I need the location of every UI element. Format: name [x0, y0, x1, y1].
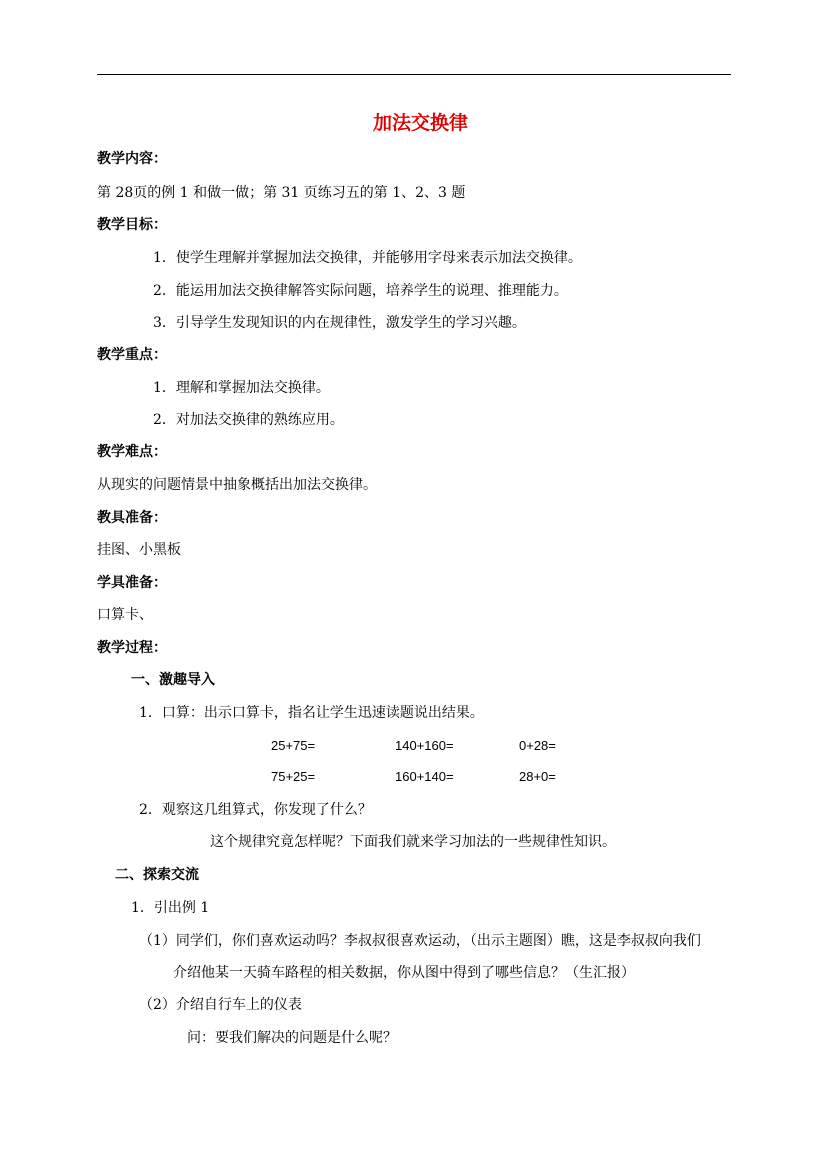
- part1-step2: 2．观察这几组算式，你发现了什么？: [139, 802, 372, 818]
- key-heading: 教学重点：: [97, 347, 167, 363]
- part2-sub1-line2: 介绍他某一天骑车路程的相关数据，你从图中得到了哪些信息？（生汇报）: [173, 965, 635, 981]
- part2-step1: 1．引出例 1: [131, 900, 210, 916]
- student-tools-heading: 学具准备：: [97, 575, 167, 591]
- part1-step1: 1．口算：出示口算卡，指名让学生迅速读题说出结果。: [139, 705, 484, 721]
- expression: 140+160=: [395, 738, 454, 753]
- difficulty-text: 从现实的问题情景中抽象概括出加法交换律。: [97, 477, 377, 493]
- difficulty-heading: 教学难点：: [97, 444, 167, 460]
- teacher-tools-text: 挂图、小黑板: [97, 542, 181, 558]
- goals-heading: 教学目标：: [97, 217, 167, 233]
- goal-item: 3．引导学生发现知识的内在规律性，激发学生的学习兴趣。: [153, 315, 526, 331]
- process-heading: 教学过程：: [97, 640, 167, 656]
- teacher-tools-heading: 教具准备：: [97, 510, 167, 526]
- part2-question: 问：要我们解决的问题是什么呢？: [187, 1030, 397, 1046]
- expression: 160+140=: [395, 769, 454, 784]
- expression: 28+0=: [519, 769, 556, 784]
- content-text: 第 28页的例 1 和做一做；第 31 页练习五的第 1、2、3 题: [97, 185, 466, 201]
- part2-sub2: （2）介绍自行车上的仪表: [139, 997, 302, 1013]
- key-point-item: 2．对加法交换律的熟练应用。: [153, 412, 344, 428]
- part2-heading: 二、探索交流: [115, 867, 199, 883]
- student-tools-text: 口算卡、: [97, 607, 153, 623]
- part1-heading: 一、激趣导入: [131, 672, 215, 688]
- goal-item: 2．能运用加法交换律解答实际问题，培养学生的说理、推理能力。: [153, 283, 568, 299]
- part2-sub1-line1: （1）同学们，你们喜欢运动吗？李叔叔很喜欢运动，（出示主题图）瞧，这是李叔叔向我们: [139, 933, 701, 949]
- expression: 25+75=: [271, 738, 316, 753]
- key-point-item: 1．理解和掌握加法交换律。: [153, 380, 330, 396]
- header-rule: [97, 74, 731, 75]
- expression: 0+28=: [519, 738, 556, 753]
- goal-item: 1．使学生理解并掌握加法交换律，并能够用字母来表示加法交换律。: [153, 250, 582, 266]
- page-title: 加法交换律: [373, 112, 469, 134]
- part1-transition: 这个规律究竟怎样呢？下面我们就来学习加法的一些规律性知识。: [210, 834, 616, 850]
- content-heading: 教学内容：: [97, 151, 167, 167]
- expression: 75+25=: [271, 769, 316, 784]
